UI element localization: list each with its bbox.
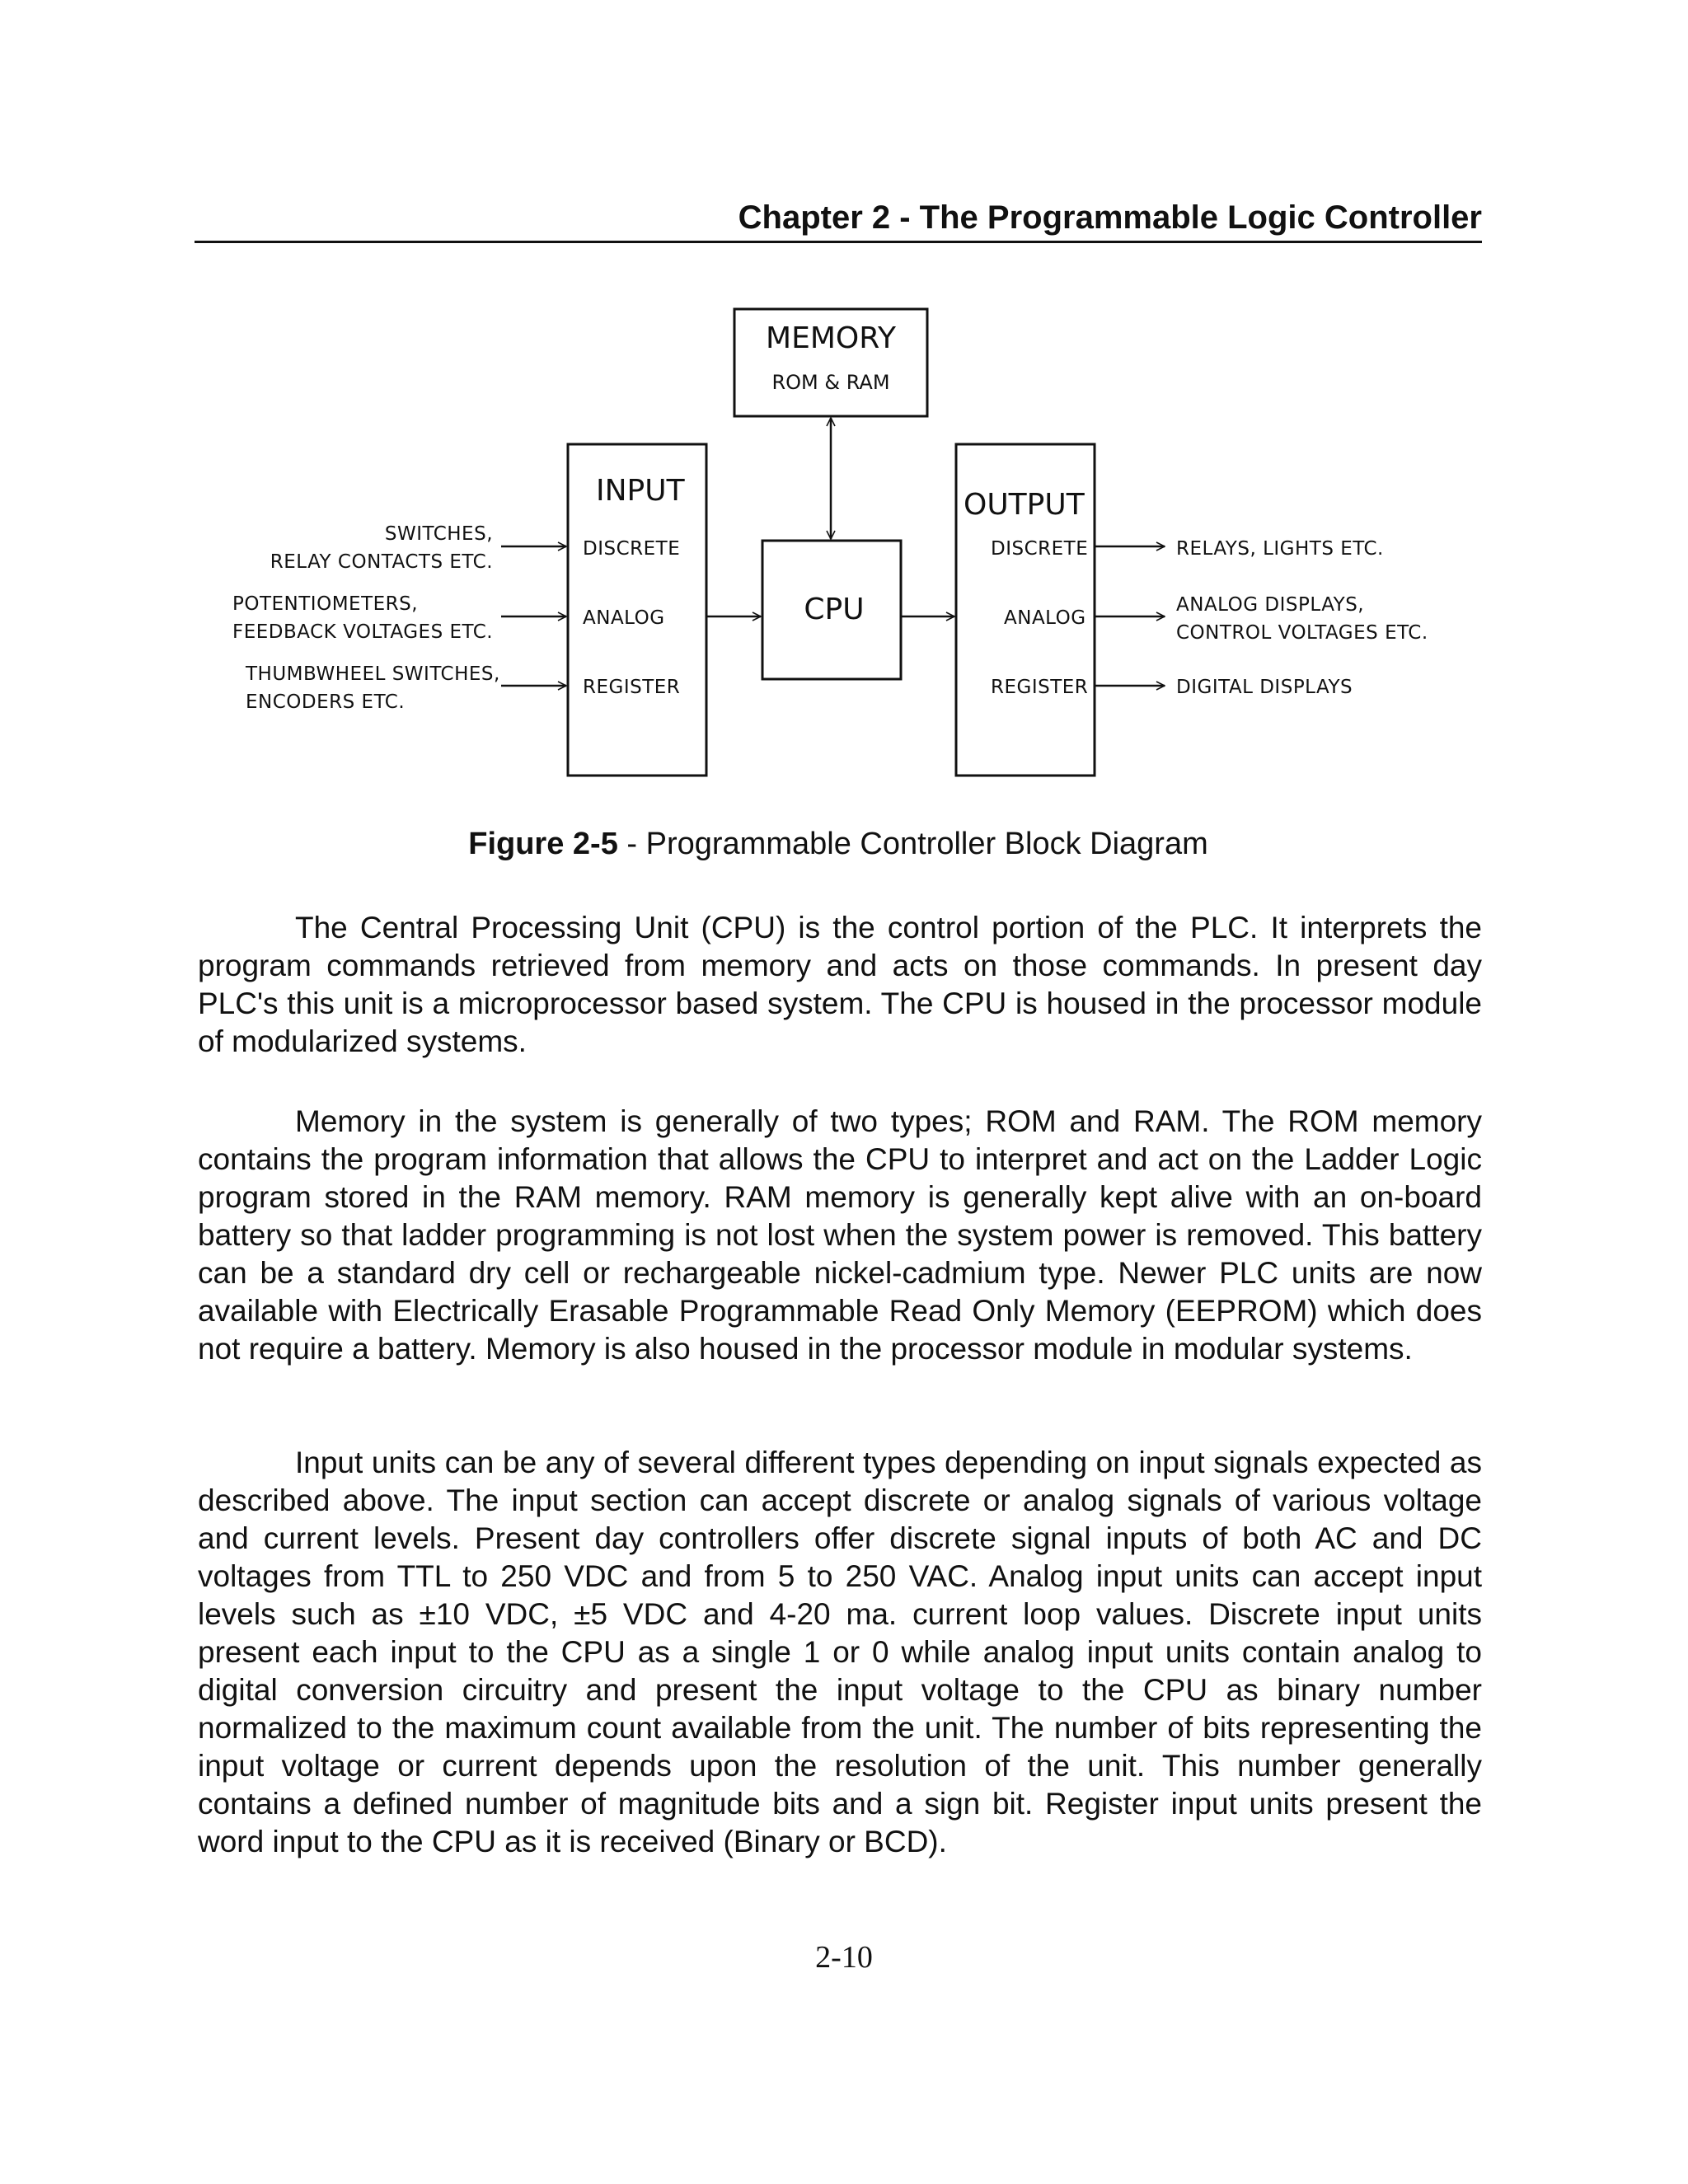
figure-label: Figure 2-5 (468, 827, 618, 861)
target-label-digital-displays: DIGITAL DISPLAYS (1176, 677, 1353, 698)
paragraph-input-units: Input units can be any of several different types depending on input signals expected as described above. The input section can accept discrete or analog signals of various voltage and current levels. Present day controllers offer discrete signal inputs of both AC and DC voltages from TTL to 250 VDC and from 5 to 250 VAC. Analog input units can accept input levels such as ±10 VDC, ±5 VDC and 4-20 ma. current loop values. Discrete input units present each input to the CPU as a single 1 or 0 while analog input units contain analog to digital conversion circuitry and present the input voltage to the CPU as binary number normalized to the maximum count available from the unit. The number of bits representing the input voltage or current depends upon the resolution of the unit. This number generally contains a defined number of magnitude bits and a sign bit. Register input units present the word input to the CPU as it is received (Binary or BCD). (198, 1446, 1482, 1858)
target-label-relays-lights: RELAYS, LIGHTS ETC. (1176, 538, 1384, 560)
input-row-analog: ANALOG (583, 607, 665, 629)
figure-caption-text: Programmable Controller Block Diagram (645, 827, 1208, 861)
memory-subtitle: ROM & RAM (771, 371, 890, 394)
output-row-analog: ANALOG (1004, 607, 1086, 629)
cpu-title: CPU (804, 593, 865, 626)
source-label-potentiometers: POTENTIOMETERS, (232, 593, 419, 615)
output-row-register: REGISTER (991, 677, 1089, 698)
target-label-control-voltages: CONTROL VOLTAGES ETC. (1176, 622, 1428, 644)
source-label-encoders: ENCODERS ETC. (246, 691, 406, 713)
output-row-discrete: DISCRETE (991, 538, 1089, 560)
memory-title: MEMORY (766, 321, 896, 355)
figure-caption (195, 824, 1482, 864)
input-row-register: REGISTER (583, 677, 681, 698)
page-number: 2-10 (815, 1940, 873, 1975)
input-title: INPUT (596, 474, 685, 508)
chapter-header: Chapter 2 - The Programmable Logic Controller (738, 199, 1482, 236)
source-label-relay-contacts: RELAY CONTACTS ETC. (270, 551, 493, 573)
input-row-discrete: DISCRETE (583, 538, 681, 560)
figure-separator: - (617, 827, 646, 861)
target-label-analog-displays: ANALOG DISPLAYS, (1176, 594, 1365, 616)
paragraph-memory: Memory in the system is generally of two types; ROM and RAM. The ROM memory contains the program information that allows the CPU to interpret and act on the Ladder Logic program stored in the RAM memory. RAM memory is generally kept alive with an on-board battery so that ladder programming is not lost when the system power is removed. This battery can be a standard dry cell or rechargeable nickel-cadmium type. Newer PLC units are now available with Electrically Erasable Programmable Read Only Memory (EEPROM) which does not require a battery. Memory is also housed in the processor module in modular systems. (198, 1104, 1482, 1366)
source-label-feedback-voltages: FEEDBACK VOLTAGES ETC. (232, 621, 494, 643)
output-title: OUTPUT (964, 488, 1085, 522)
paragraph-cpu: The Central Processing Unit (CPU) is the control portion of the PLC. It interprets the program commands retrieved from memory and acts on those commands. In present day PLC's this unit is a microprocessor based system. The CPU is housed in the processor module of modularized systems. (198, 911, 1482, 1058)
source-label-thumbwheel-switches: THUMBWHEEL SWITCHES, (246, 663, 500, 685)
source-label-switches: SWITCHES, (384, 523, 493, 545)
